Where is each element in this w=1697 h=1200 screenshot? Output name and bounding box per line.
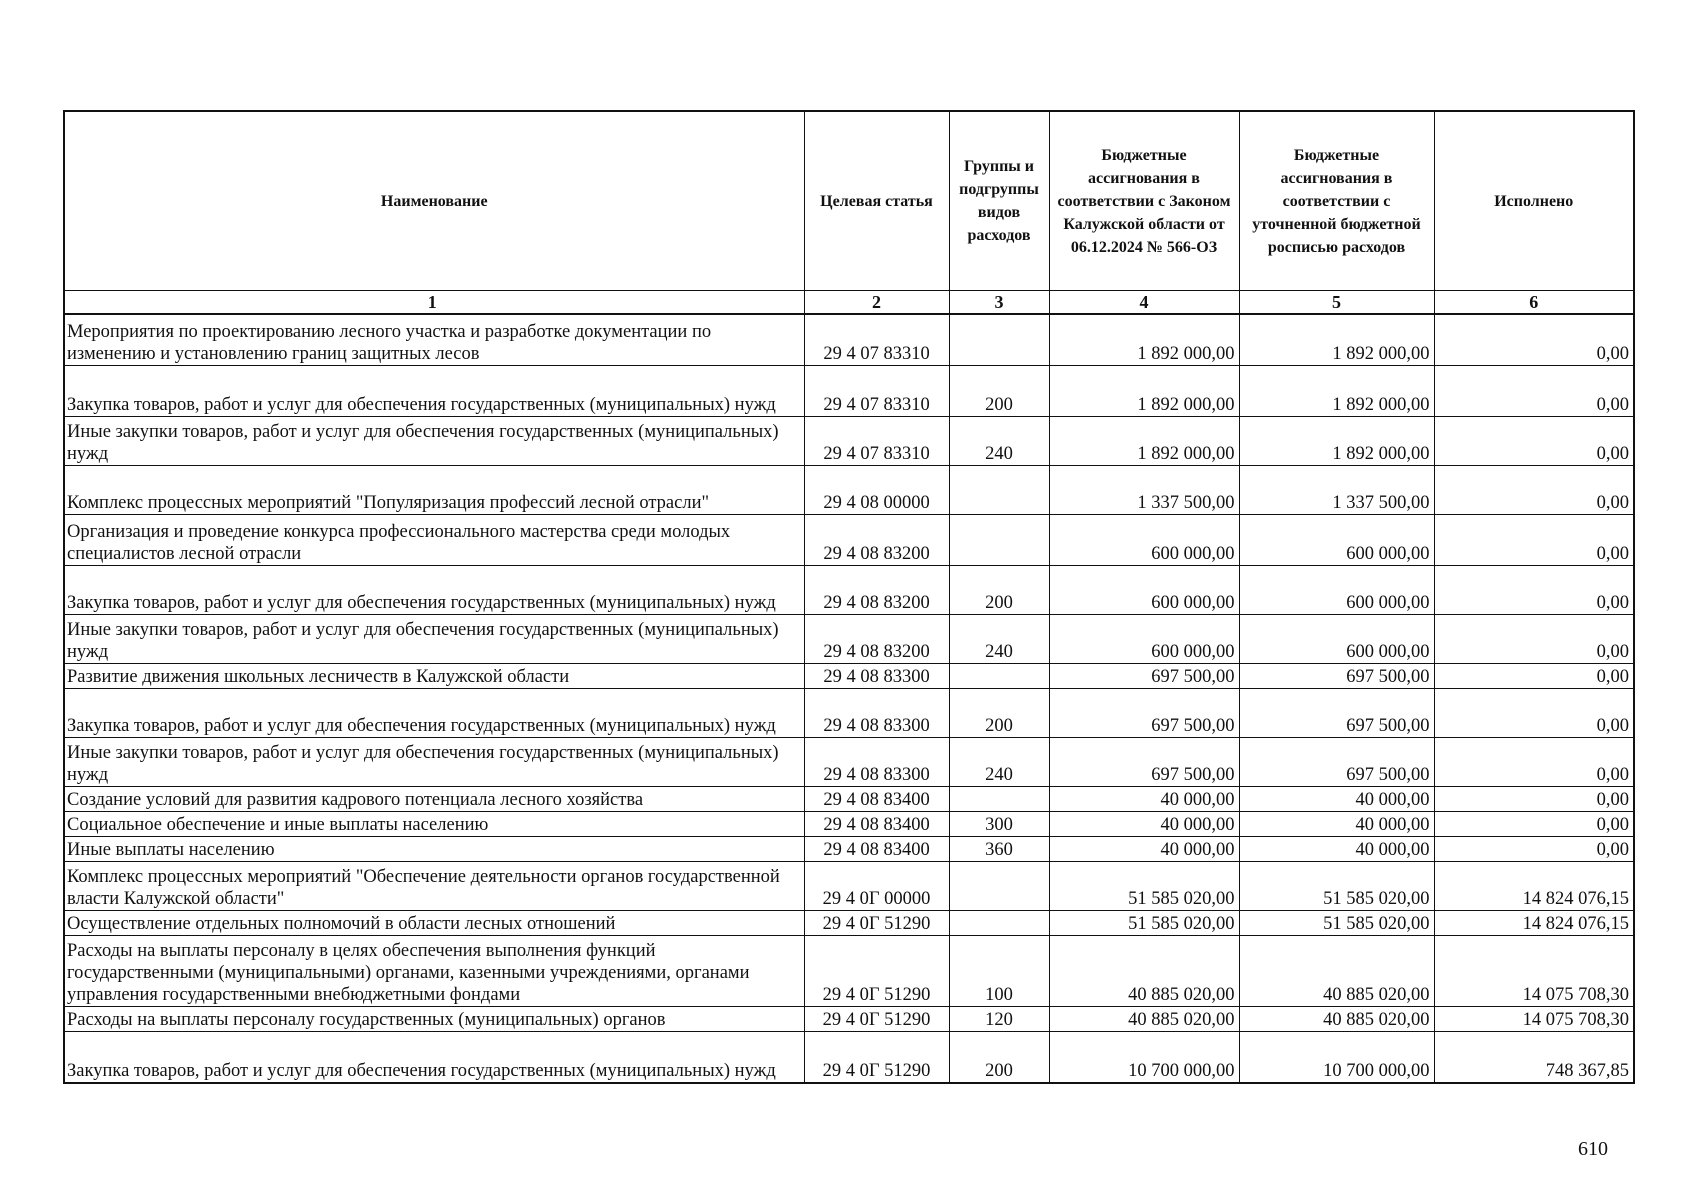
column-number: 1 (64, 291, 804, 315)
table-header (64, 111, 1634, 314)
row-assignment-law: 1 892 000,00 (1049, 366, 1239, 417)
row-expense-group (949, 314, 1049, 366)
row-expense-group: 240 (949, 417, 1049, 466)
row-assignment-law: 697 500,00 (1049, 664, 1239, 689)
row-target-article: 29 4 08 83300 (804, 664, 949, 689)
table-row (64, 515, 1634, 566)
table-row (64, 862, 1634, 911)
row-expense-group: 200 (949, 366, 1049, 417)
row-assignment-law: 1 892 000,00 (1049, 417, 1239, 466)
row-name: Комплекс процессных мероприятий "Обеспечение деятельности органов государственной власти Калужской области" (64, 862, 804, 911)
row-executed: 14 824 076,15 (1434, 911, 1634, 936)
row-target-article: 29 4 08 83300 (804, 738, 949, 787)
row-target-article: 29 4 08 00000 (804, 466, 949, 515)
row-assignment-law: 51 585 020,00 (1049, 862, 1239, 911)
row-name: Расходы на выплаты персоналу в целях обеспечения выполнения функций государственными (муниципальными) органами, казенными учреждениями, органами управления государственными внебюджетными фондами (64, 936, 804, 1007)
header-assignments-refined: Бюджетные ассигнования в соответствии с уточненной бюджетной росписью расходов (1239, 111, 1434, 291)
row-expense-group: 240 (949, 738, 1049, 787)
row-target-article: 29 4 08 83300 (804, 689, 949, 738)
table-row (64, 314, 1634, 366)
row-assignment-law: 697 500,00 (1049, 689, 1239, 738)
row-executed: 0,00 (1434, 314, 1634, 366)
table-row (64, 366, 1634, 417)
header-name: Наименование (64, 111, 804, 291)
column-number: 6 (1434, 291, 1634, 315)
row-name: Иные выплаты населению (64, 837, 804, 862)
row-name: Осуществление отдельных полномочий в области лесных отношений (64, 911, 804, 936)
row-assignment-refined: 1 337 500,00 (1239, 466, 1434, 515)
row-assignment-law: 600 000,00 (1049, 615, 1239, 664)
page-number: 610 (1578, 1138, 1608, 1160)
table-row (64, 837, 1634, 862)
row-assignment-law: 600 000,00 (1049, 566, 1239, 615)
row-target-article: 29 4 08 83400 (804, 837, 949, 862)
table-row (64, 466, 1634, 515)
budget-table (63, 110, 1635, 1084)
row-expense-group (949, 466, 1049, 515)
row-assignment-refined: 600 000,00 (1239, 566, 1434, 615)
row-executed: 0,00 (1434, 837, 1634, 862)
row-assignment-refined: 600 000,00 (1239, 615, 1434, 664)
row-executed: 0,00 (1434, 615, 1634, 664)
row-executed: 0,00 (1434, 787, 1634, 812)
row-expense-group: 240 (949, 615, 1049, 664)
row-assignment-refined: 1 892 000,00 (1239, 366, 1434, 417)
row-executed: 0,00 (1434, 738, 1634, 787)
row-name: Мероприятия по проектированию лесного участка и разработке документации по изменению и установлению границ защитных лесов (64, 314, 804, 366)
row-target-article: 29 4 08 83200 (804, 515, 949, 566)
row-expense-group: 200 (949, 689, 1049, 738)
row-name: Закупка товаров, работ и услуг для обеспечения государственных (муниципальных) нужд (64, 689, 804, 738)
row-assignment-law: 40 000,00 (1049, 787, 1239, 812)
row-target-article: 29 4 0Г 51290 (804, 936, 949, 1007)
table-row (64, 664, 1634, 689)
column-number: 3 (949, 291, 1049, 315)
row-target-article: 29 4 07 83310 (804, 366, 949, 417)
table-body (64, 314, 1634, 1083)
row-executed: 14 824 076,15 (1434, 862, 1634, 911)
table-row (64, 417, 1634, 466)
row-executed: 0,00 (1434, 689, 1634, 738)
row-assignment-law: 40 000,00 (1049, 837, 1239, 862)
row-target-article: 29 4 07 83310 (804, 314, 949, 366)
row-name: Комплекс процессных мероприятий "Популяризация профессий лесной отрасли" (64, 466, 804, 515)
row-assignment-law: 10 700 000,00 (1049, 1032, 1239, 1084)
row-expense-group: 200 (949, 1032, 1049, 1084)
row-name: Закупка товаров, работ и услуг для обеспечения государственных (муниципальных) нужд (64, 566, 804, 615)
row-target-article: 29 4 08 83200 (804, 566, 949, 615)
row-target-article: 29 4 0Г 00000 (804, 862, 949, 911)
row-executed: 0,00 (1434, 466, 1634, 515)
row-assignment-refined: 697 500,00 (1239, 738, 1434, 787)
row-expense-group: 120 (949, 1007, 1049, 1032)
row-executed: 14 075 708,30 (1434, 936, 1634, 1007)
row-expense-group (949, 787, 1049, 812)
row-executed: 0,00 (1434, 515, 1634, 566)
row-name: Иные закупки товаров, работ и услуг для обеспечения государственных (муниципальных) нужд (64, 615, 804, 664)
row-assignment-refined: 40 885 020,00 (1239, 936, 1434, 1007)
row-expense-group: 300 (949, 812, 1049, 837)
row-target-article: 29 4 0Г 51290 (804, 911, 949, 936)
column-number: 5 (1239, 291, 1434, 315)
row-assignment-refined: 10 700 000,00 (1239, 1032, 1434, 1084)
row-name: Иные закупки товаров, работ и услуг для обеспечения государственных (муниципальных) нужд (64, 738, 804, 787)
row-assignment-refined: 40 000,00 (1239, 837, 1434, 862)
table-row (64, 1007, 1634, 1032)
row-target-article: 29 4 0Г 51290 (804, 1007, 949, 1032)
column-number: 4 (1049, 291, 1239, 315)
row-assignment-law: 40 000,00 (1049, 812, 1239, 837)
row-assignment-law: 697 500,00 (1049, 738, 1239, 787)
row-assignment-refined: 51 585 020,00 (1239, 911, 1434, 936)
header-executed: Исполнено (1434, 111, 1634, 291)
row-assignment-law: 1 337 500,00 (1049, 466, 1239, 515)
row-assignment-law: 600 000,00 (1049, 515, 1239, 566)
table-row (64, 689, 1634, 738)
column-number: 2 (804, 291, 949, 315)
header-assignments-law: Бюджетные ассигнования в соответствии с Законом Калужской области от 06.12.2024 № 566-ОЗ (1049, 111, 1239, 291)
row-assignment-refined: 600 000,00 (1239, 515, 1434, 566)
table-row (64, 911, 1634, 936)
row-executed: 0,00 (1434, 812, 1634, 837)
header-target-article: Целевая статья (804, 111, 949, 291)
table-row (64, 936, 1634, 1007)
row-target-article: 29 4 0Г 51290 (804, 1032, 949, 1084)
row-assignment-refined: 40 000,00 (1239, 812, 1434, 837)
row-expense-group: 360 (949, 837, 1049, 862)
row-executed: 0,00 (1434, 417, 1634, 466)
row-executed: 0,00 (1434, 366, 1634, 417)
table-row (64, 1032, 1634, 1084)
row-assignment-law: 51 585 020,00 (1049, 911, 1239, 936)
row-expense-group (949, 911, 1049, 936)
row-name: Закупка товаров, работ и услуг для обеспечения государственных (муниципальных) нужд (64, 366, 804, 417)
row-assignment-refined: 1 892 000,00 (1239, 417, 1434, 466)
row-name: Создание условий для развития кадрового потенциала лесного хозяйства (64, 787, 804, 812)
row-assignment-refined: 40 885 020,00 (1239, 1007, 1434, 1032)
row-target-article: 29 4 08 83400 (804, 812, 949, 837)
row-name: Организация и проведение конкурса профессионального мастерства среди молодых специалистов лесной отрасли (64, 515, 804, 566)
row-target-article: 29 4 08 83200 (804, 615, 949, 664)
table-row (64, 787, 1634, 812)
row-assignment-law: 40 885 020,00 (1049, 1007, 1239, 1032)
row-assignment-refined: 51 585 020,00 (1239, 862, 1434, 911)
header-groups: Группы и подгруппы видов расходов (949, 111, 1049, 291)
table-row (64, 566, 1634, 615)
row-name: Иные закупки товаров, работ и услуг для обеспечения государственных (муниципальных) нужд (64, 417, 804, 466)
table-row (64, 738, 1634, 787)
row-assignment-refined: 1 892 000,00 (1239, 314, 1434, 366)
row-name: Развитие движения школьных лесничеств в Калужской области (64, 664, 804, 689)
row-assignment-refined: 697 500,00 (1239, 689, 1434, 738)
row-target-article: 29 4 08 83400 (804, 787, 949, 812)
row-assignment-refined: 697 500,00 (1239, 664, 1434, 689)
row-executed: 14 075 708,30 (1434, 1007, 1634, 1032)
table-row (64, 615, 1634, 664)
row-expense-group (949, 862, 1049, 911)
row-expense-group: 100 (949, 936, 1049, 1007)
row-assignment-law: 40 885 020,00 (1049, 936, 1239, 1007)
row-name: Расходы на выплаты персоналу государственных (муниципальных) органов (64, 1007, 804, 1032)
table-row (64, 812, 1634, 837)
row-name: Закупка товаров, работ и услуг для обеспечения государственных (муниципальных) нужд (64, 1032, 804, 1084)
row-target-article: 29 4 07 83310 (804, 417, 949, 466)
row-executed: 0,00 (1434, 664, 1634, 689)
row-expense-group (949, 515, 1049, 566)
row-executed: 0,00 (1434, 566, 1634, 615)
row-executed: 748 367,85 (1434, 1032, 1634, 1084)
row-expense-group: 200 (949, 566, 1049, 615)
row-expense-group (949, 664, 1049, 689)
column-number-row (64, 291, 1634, 315)
row-name: Социальное обеспечение и иные выплаты населению (64, 812, 804, 837)
row-assignment-refined: 40 000,00 (1239, 787, 1434, 812)
row-assignment-law: 1 892 000,00 (1049, 314, 1239, 366)
